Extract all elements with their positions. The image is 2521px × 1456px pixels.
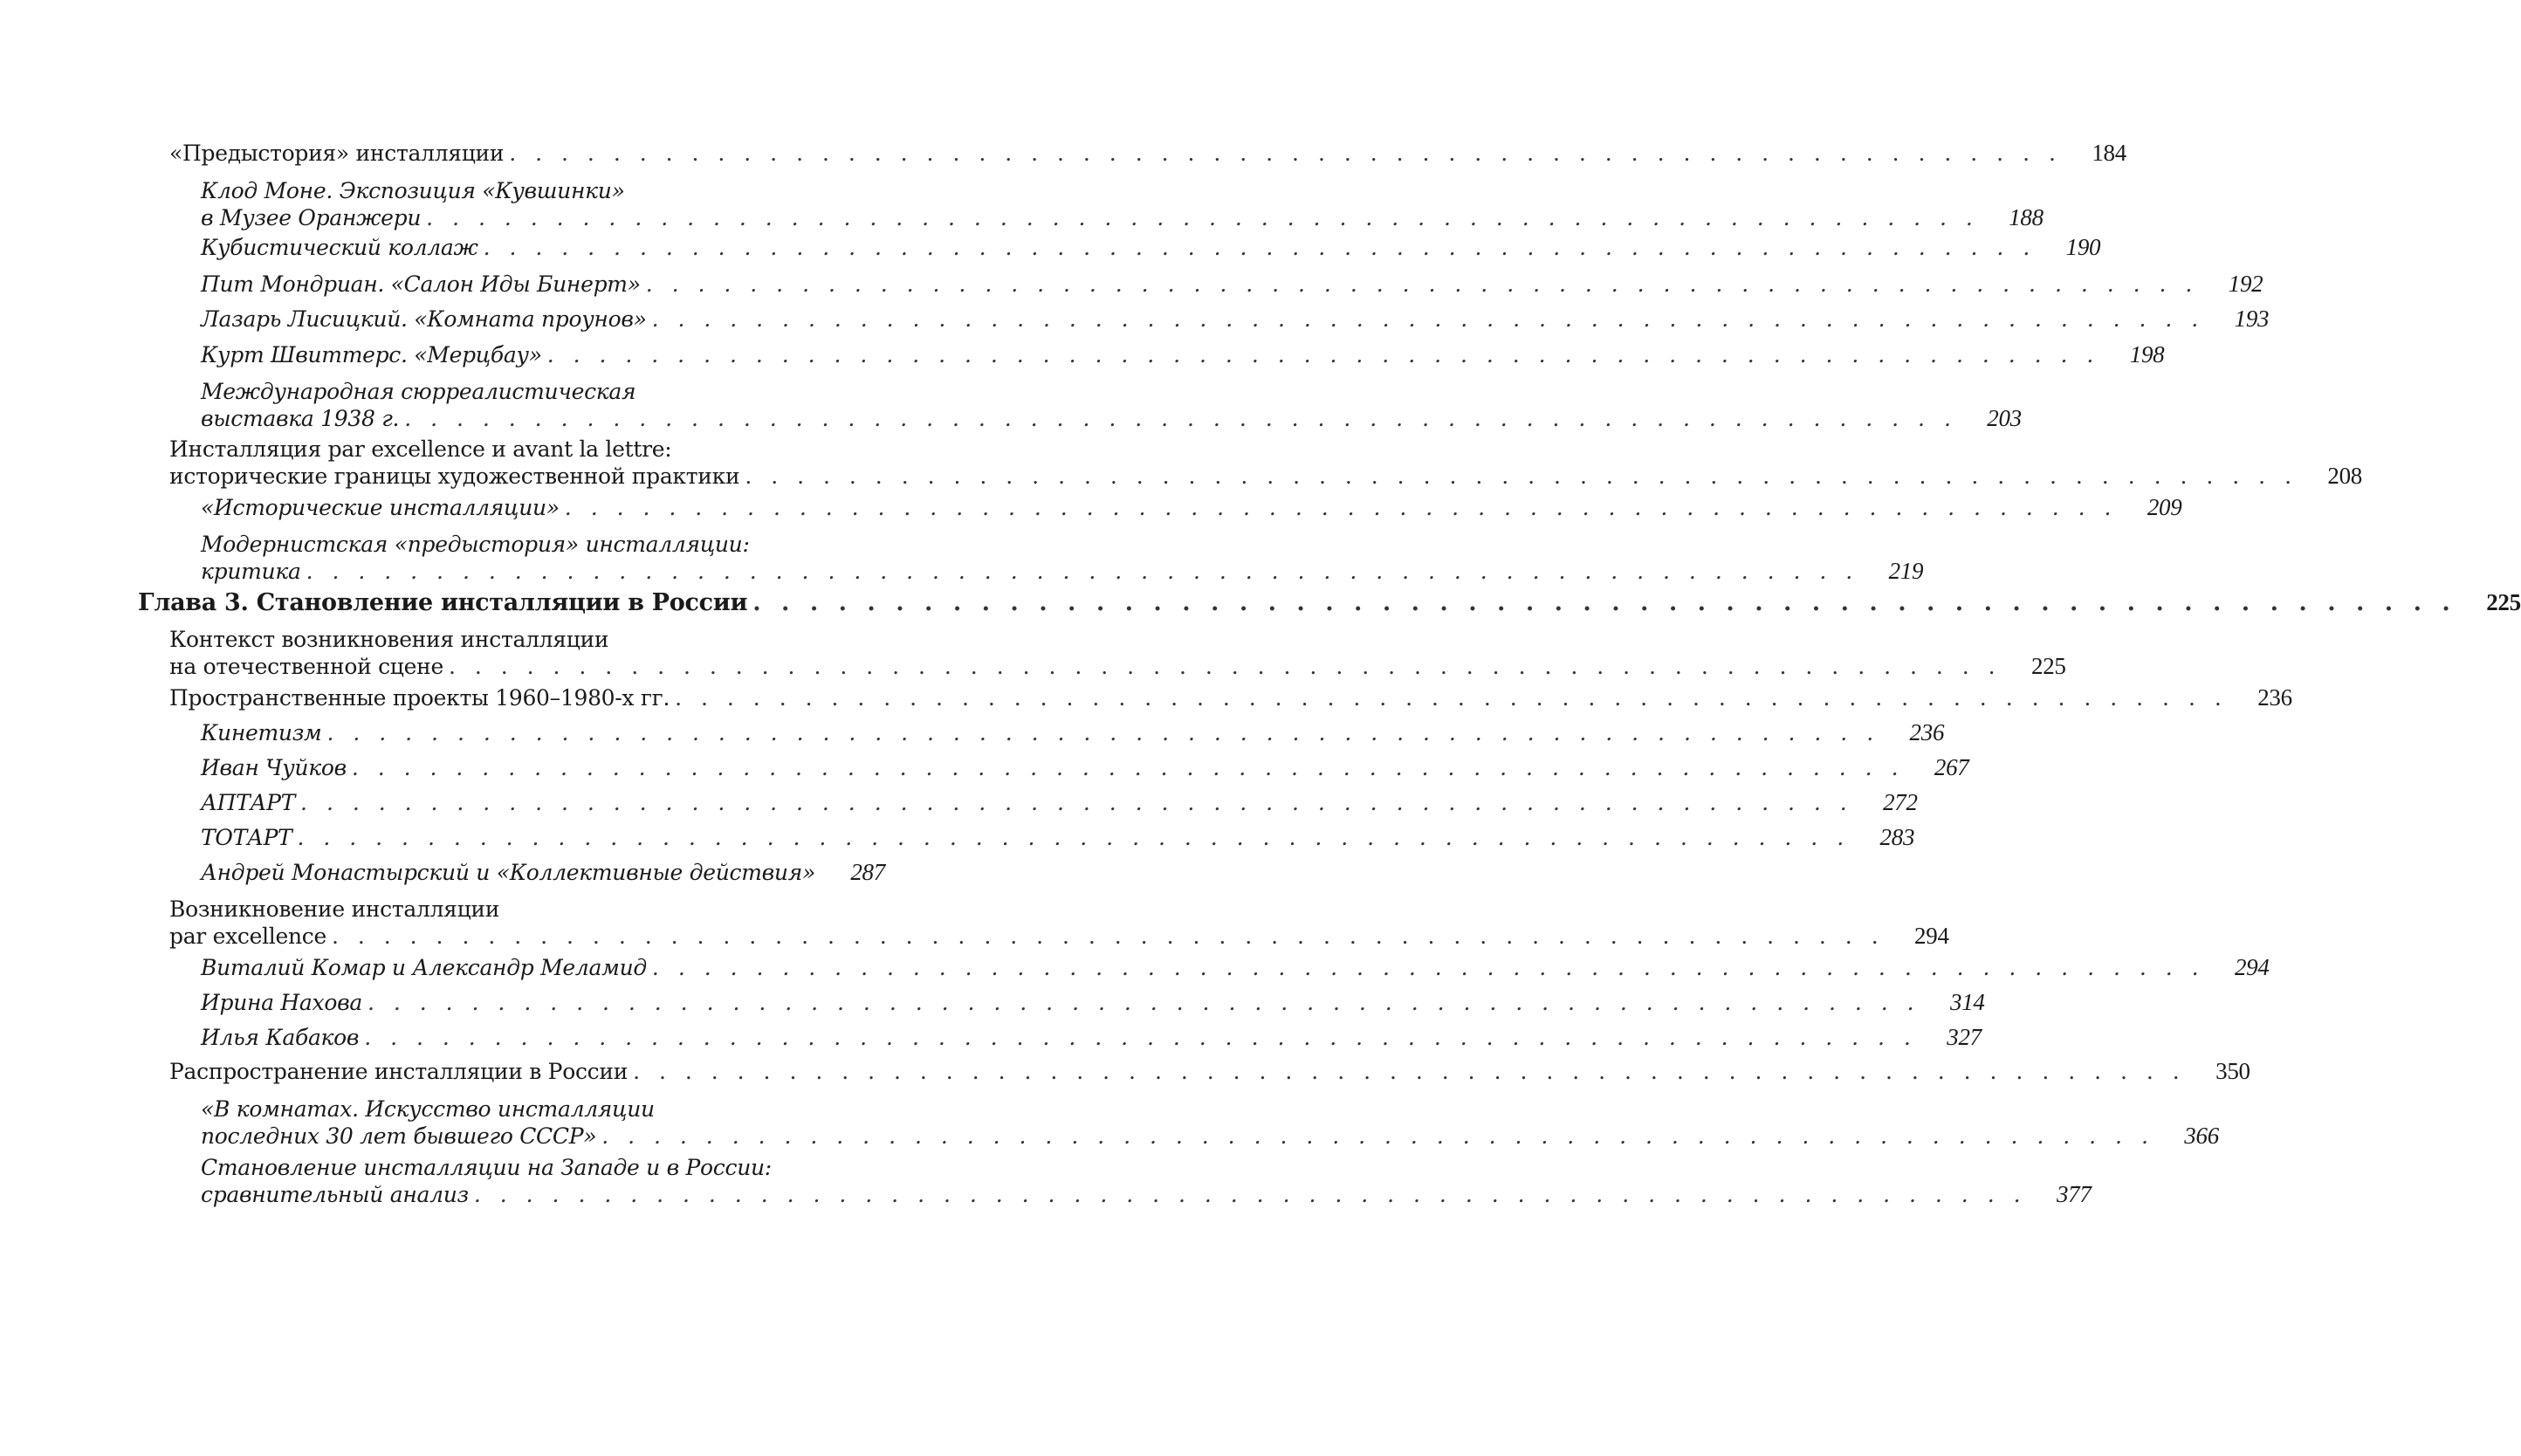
dot-leader: . . . . . . . . . . . . . . . . . . . . . . . . . . . . . . . . . . . . . . . . . . . . . . . . . . . . . . . . . . . . bbox=[752, 589, 2456, 616]
entry-title: Илья Кабаков bbox=[201, 1025, 360, 1050]
entry-line bbox=[169, 1058, 2250, 1085]
entry-title: «В комнатах. Искусство инсталляции bbox=[201, 1096, 655, 1122]
page-number: 314 bbox=[1950, 989, 1985, 1015]
dot-leader: . . . . . . . . . . . . . . . . . . . . . . . . . . . . . . . . . . . . . . . . . . . . . . . . . . . . . . . . . . . . bbox=[651, 955, 2205, 980]
entry-line bbox=[201, 1154, 772, 1181]
page-number: 198 bbox=[2129, 341, 2165, 367]
dot-leader: . . . . . . . . . . . . . . . . . . . . . . . . . . . . . . . . . . . . . . . . . . . . . . . . . . . . . . . . . . . . bbox=[601, 1123, 2154, 1149]
page-number: 366 bbox=[2184, 1123, 2219, 1149]
entry-title: Ирина Нахова bbox=[201, 990, 362, 1015]
entry-line bbox=[201, 824, 1915, 851]
entry-line bbox=[201, 1123, 2219, 1150]
entry-line bbox=[201, 306, 2270, 333]
page-number: 225 bbox=[2486, 589, 2521, 615]
entry-title: Иван Чуйков bbox=[201, 755, 347, 780]
entry-title: Становление инсталляции на Западе и в России: bbox=[201, 1155, 772, 1180]
entry-title: Возникновение инсталляции bbox=[169, 896, 500, 922]
dot-leader: . . . . . . . . . . . . . . . . . . . . . . . . . . . . . . . . . . . . . . . . . . . . . . . . . . . . . . . . . . . . bbox=[645, 271, 2199, 297]
entry-line bbox=[201, 1181, 2092, 1208]
entry-line bbox=[201, 341, 2165, 368]
dot-leader: . . . . . . . . . . . . . . . . . . . . . . . . . . . . . . . . . . . . . . . . . . . . . . . . . . . . . . . . . . . . bbox=[633, 1059, 2186, 1084]
entry-title: Глава 3. Становление инсталляции в России bbox=[138, 589, 748, 616]
page-number: 283 bbox=[1879, 824, 1915, 850]
dot-leader: . . . . . . . . . . . . . . . . . . . . . . . . . . . . . . . . . . . . . . . . . . . . . . . . . . . . . . . . . . . . bbox=[564, 495, 2118, 520]
page-number: 209 bbox=[2147, 494, 2182, 520]
entry-title: сравнительный анализ bbox=[201, 1182, 469, 1207]
dot-leader: . . . . . . . . . . . . . . . . . . . . . . . . . . . . . . . . . . . . . . . . . . . . . . . . . . . . . . . . . . . . bbox=[509, 141, 2062, 166]
page-number: 188 bbox=[2009, 204, 2044, 230]
entry-title: Виталий Комар и Александр Меламид bbox=[201, 955, 647, 980]
dot-leader: . . . . . . . . . . . . . . . . . . . . . . . . . . . . . . . . . . . . . . . . . . . . . . . . . . . . . . . . . . . . bbox=[351, 755, 1905, 780]
entry-title: Лазарь Лисицкий. «Комната проунов» bbox=[201, 306, 647, 332]
page-number: 377 bbox=[2056, 1181, 2092, 1207]
entry-title: на отечественной сцене bbox=[169, 654, 443, 679]
entry-title: Пит Мондриан. «Салон Иды Бинерт» bbox=[201, 271, 641, 297]
entry-title: АПТАРТ bbox=[201, 790, 296, 815]
entry-line bbox=[201, 754, 1969, 781]
page-number: 203 bbox=[1987, 405, 2022, 431]
page-number: 294 bbox=[2234, 954, 2270, 980]
page-number: 184 bbox=[2092, 140, 2126, 166]
entry-title: Модернистская «предыстория» инсталляции: bbox=[201, 532, 750, 557]
dot-leader: . . . . . . . . . . . . . . . . . . . . . . . . . . . . . . . . . . . . . . . . . . . . . . . . . . . . . . . . . . . . bbox=[331, 924, 1885, 949]
entry-line bbox=[201, 204, 2044, 231]
page-number: 287 bbox=[850, 859, 885, 885]
entry-title: Курт Швиттерс. «Мерцбау» bbox=[201, 342, 542, 367]
dot-leader: . . . . . . . . . . . . . . . . . . . . . . . . . . . . . . . . . . . . . . . . . . . . . . . . . . . . . . . . . . . . bbox=[483, 235, 2037, 260]
dot-leader: . . . . . . . . . . . . . . . . . . . . . . . . . . . . . . . . . . . . . . . . . . . . . . . . . . . . . . . . . . . . bbox=[364, 1025, 1917, 1050]
entry-line bbox=[169, 684, 2292, 711]
page-number: 350 bbox=[2215, 1058, 2250, 1084]
entry-title: Пространственные проекты 1960–1980-х гг. bbox=[169, 685, 670, 711]
entry-line bbox=[201, 177, 625, 204]
entry-title: Кинетизм bbox=[201, 720, 322, 745]
dot-leader: . . . . . . . . . . . . . . . . . . . . . . . . . . . . . . . . . . . . . . . . . . . . . . . . . . . . . . . . . . . . bbox=[306, 559, 1859, 584]
entry-title: в Музее Оранжери bbox=[201, 205, 422, 230]
page-number: 208 bbox=[2327, 463, 2363, 489]
dot-leader: . . . . . . . . . . . . . . . . . . . . . . . . . . . . . . . . . . . . . . . . . . . . . . . . . . . . . . . . . . . . bbox=[448, 654, 2002, 679]
dot-leader: . . . . . . . . . . . . . . . . . . . . . . . . . . . . . . . . . . . . . . . . . . . . . . . . . . . . . . . . . . . . bbox=[300, 790, 1853, 815]
entry-line bbox=[169, 436, 671, 463]
entry-title: последних 30 лет бывшего СССР» bbox=[201, 1123, 597, 1149]
entry-line bbox=[201, 1024, 1982, 1051]
page-number: 219 bbox=[1888, 558, 1924, 584]
entry-title: Международная сюрреалистическая bbox=[201, 379, 636, 404]
entry-line bbox=[138, 589, 2521, 616]
entry-title: «Исторические инсталляции» bbox=[201, 495, 560, 520]
entry-title: исторические границы художественной практики bbox=[169, 464, 740, 489]
dot-leader: . . . . . . . . . . . . . . . . . . . . . . . . . . . . . . . . . . . . . . . . . . . . . . . . . . . . . . . . . . . . bbox=[426, 205, 1979, 230]
dot-leader: . . . . . . . . . . . . . . . . . . . . . . . . . . . . . . . . . . . . . . . . . . . . . . . . . . . . . . . . . . . . bbox=[651, 306, 2205, 332]
entry-title: Клод Моне. Экспозиция «Кувшинки» bbox=[201, 178, 625, 203]
dot-leader: . . . . . . . . . . . . . . . . . . . . . . . . . . . . . . . . . . . . . . . . . . . . . . . . . . . . . . . . . . . . bbox=[745, 464, 2298, 489]
entry-line bbox=[201, 234, 2101, 261]
page-number: 294 bbox=[1914, 923, 1949, 949]
page-number: 193 bbox=[2234, 306, 2270, 332]
dot-leader: . . . . . . . . . . . . . . . . . . . . . . . . . . . . . . . . . . . . . . . . . . . . . . . . . . . . . . . . . . . . bbox=[473, 1182, 2027, 1207]
entry-title: ТОТАРТ bbox=[201, 825, 292, 850]
entry-line bbox=[201, 494, 2182, 521]
entry-line bbox=[201, 859, 885, 886]
entry-title: Распространение инсталляции в России bbox=[169, 1059, 629, 1084]
dot-leader: . . . . . . . . . . . . . . . . . . . . . . . . . . . . . . . . . . . . . . . . . . . . . . . . . . . . . . . . . . . . bbox=[546, 342, 2100, 367]
entry-line bbox=[169, 896, 499, 923]
entry-line bbox=[201, 1095, 655, 1123]
page-number: 272 bbox=[1883, 789, 1918, 815]
entry-title: «Предыстория» инсталляции bbox=[169, 141, 505, 166]
dot-leader: . . . . . . . . . . . . . . . . . . . . . . . . . . . . . . . . . . . . . . . . . . . . . . . . . . . . . . . . . . . . bbox=[675, 685, 2228, 711]
entry-line bbox=[201, 954, 2270, 981]
entry-title: Контекст возникновения инсталляции bbox=[169, 627, 609, 652]
entry-title: критика bbox=[201, 559, 301, 584]
entry-line bbox=[169, 140, 2126, 167]
page-number: 236 bbox=[1909, 719, 1945, 745]
page-number: 192 bbox=[2228, 271, 2263, 297]
entry-line bbox=[201, 989, 1985, 1016]
dot-leader: . . . . . . . . . . . . . . . . . . . . . . . . . . . . . . . . . . . . . . . . . . . . . . . . . . . . . . . . . . . . bbox=[297, 825, 1851, 850]
entry-line bbox=[201, 405, 2022, 432]
page-number: 236 bbox=[2257, 684, 2292, 711]
entry-line bbox=[169, 923, 1949, 950]
entry-line bbox=[201, 789, 1918, 816]
page-number: 190 bbox=[2065, 234, 2101, 260]
entry-line bbox=[201, 271, 2263, 298]
page-number: 327 bbox=[1947, 1024, 1982, 1050]
entry-title: выставка 1938 г. bbox=[201, 406, 400, 431]
entry-line bbox=[169, 653, 2066, 680]
dot-leader: . . . . . . . . . . . . . . . . . . . . . . . . . . . . . . . . . . . . . . . . . . . . . . . . . . . . . . . . . . . . bbox=[404, 406, 1957, 431]
dot-leader: . . . . . . . . . . . . . . . . . . . . . . . . . . . . . . . . . . . . . . . . . . . . . . . . . . . . . . . . . . . . bbox=[367, 990, 1920, 1015]
dot-leader: . . . . . . . . . . . . . . . . . . . . . . . . . . . . . . . . . . . . . . . . . . . . . . . . . . . . . . . . . . . . bbox=[326, 720, 1880, 745]
page-number: 267 bbox=[1934, 754, 1969, 780]
entry-line bbox=[201, 558, 1924, 585]
entry-line bbox=[201, 719, 1945, 746]
entry-line bbox=[169, 463, 2363, 490]
entry-line bbox=[201, 531, 750, 558]
entry-title: Кубистический коллаж bbox=[201, 235, 478, 260]
entry-title: Инсталляция par excellence и avant la lettre: bbox=[169, 436, 672, 462]
entry-line bbox=[201, 378, 635, 405]
entry-title: Андрей Монастырский и «Коллективные действия» bbox=[201, 860, 815, 885]
page-number: 225 bbox=[2031, 653, 2066, 679]
entry-line bbox=[169, 626, 608, 653]
entry-title: par excellence bbox=[169, 924, 326, 949]
